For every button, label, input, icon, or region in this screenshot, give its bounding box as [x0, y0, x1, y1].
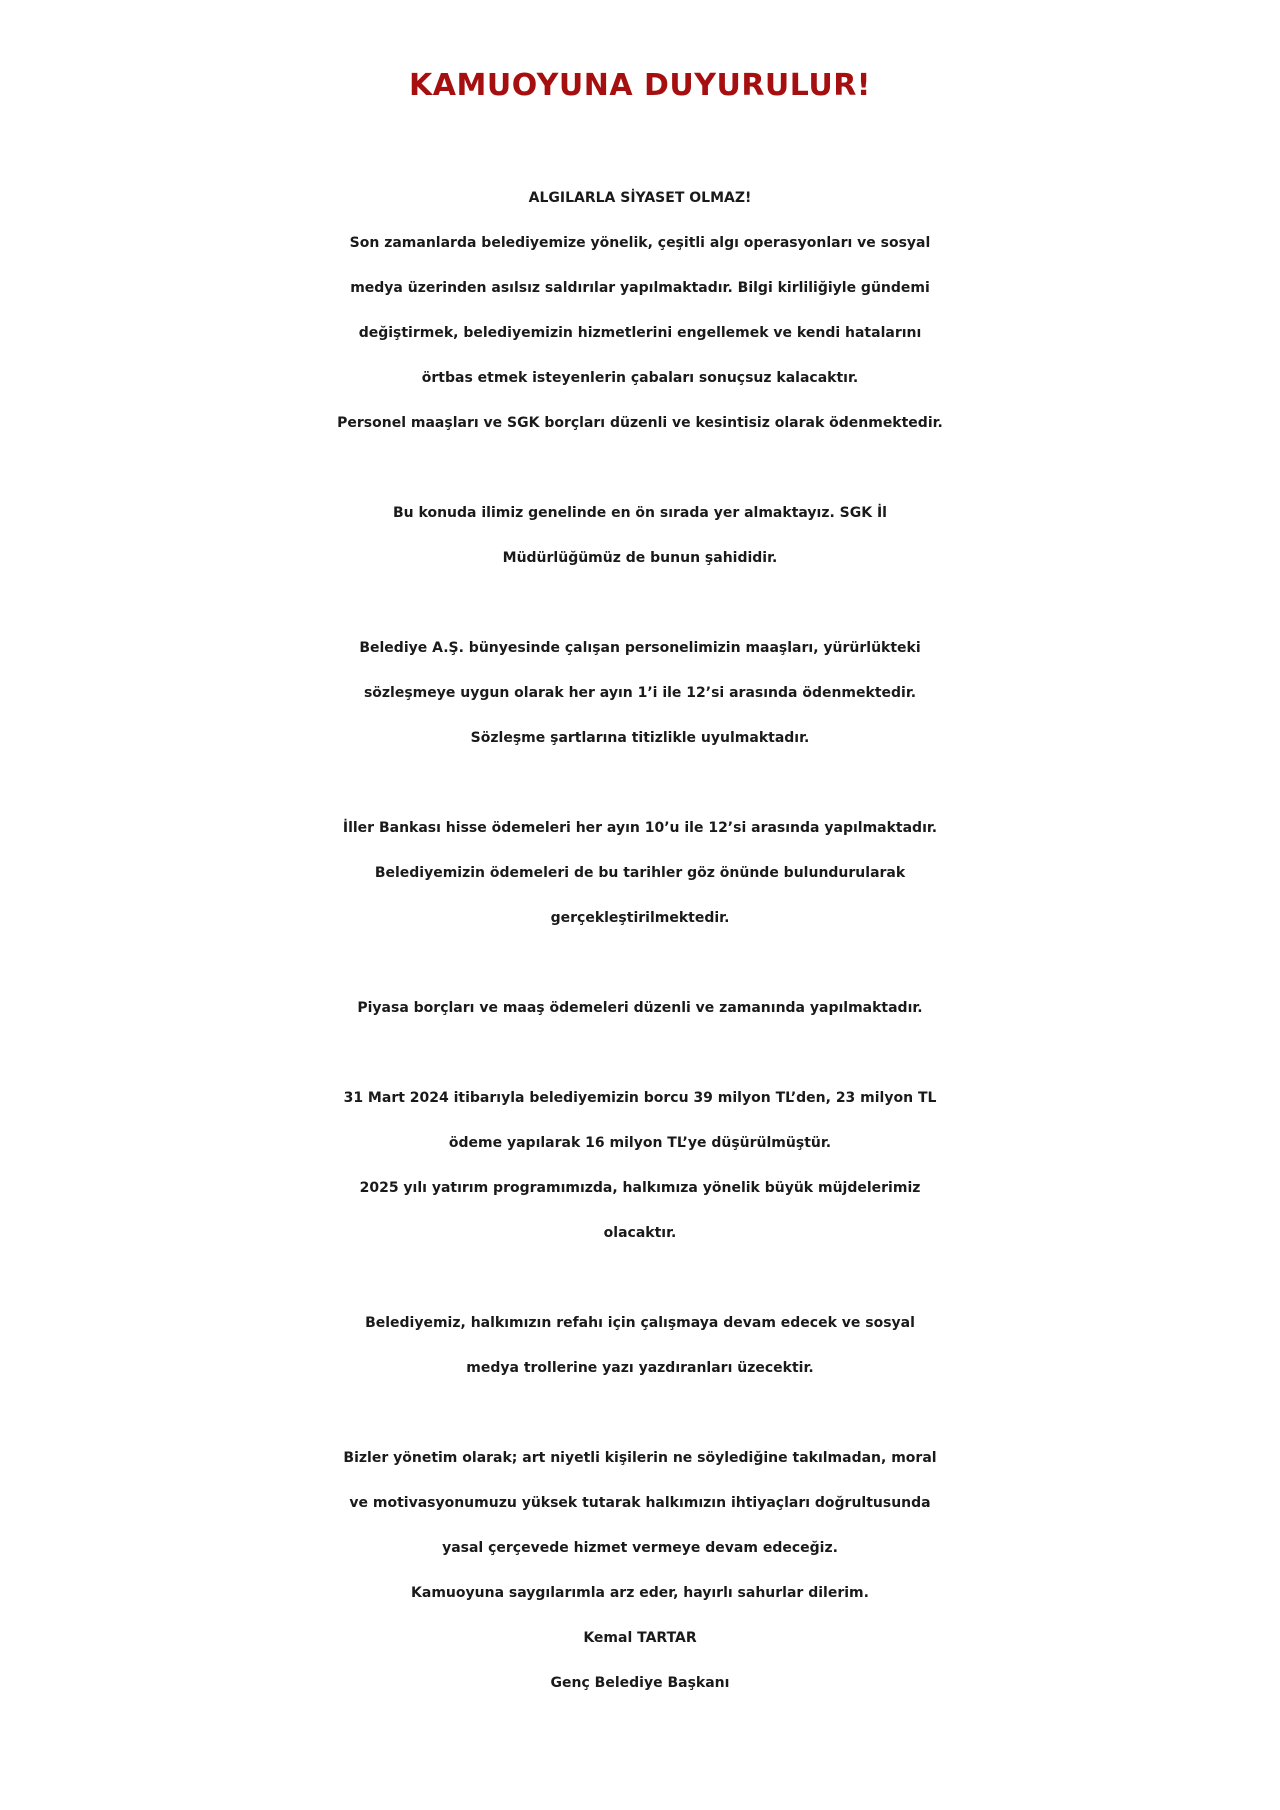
body-line: Müdürlüğümüz de bunun şahididir.	[502, 550, 778, 566]
body-line: Belediyemizin ödemeleri de bu tarihler göz önünde bulundurularak	[374, 865, 906, 881]
body-line: olacaktır.	[603, 1225, 677, 1241]
body-line: 2025 yılı yatırım programımızda, halkımıza yönelik büyük müjdelerimiz	[359, 1180, 921, 1196]
closing-line: Kamuoyuna saygılarımla arz eder, hayırlı sahurlar dilerim.	[411, 1585, 869, 1601]
paragraph-gap	[6, 446, 1274, 491]
body-line: ödeme yapılarak 16 milyon TL’ye düşürülmüştür.	[448, 1135, 832, 1151]
paragraph-gap	[6, 1031, 1274, 1076]
subheading: ALGILARLA SİYASET OLMAZ!	[528, 190, 752, 206]
paragraph-gap	[6, 941, 1274, 986]
paragraph-gap	[6, 1391, 1274, 1436]
body-line: Personel maaşları ve SGK borçları düzenli ve kesintisiz olarak ödenmektedir.	[337, 415, 943, 431]
paragraph-gap	[6, 581, 1274, 626]
body-line: değiştirmek, belediyemizin hizmetlerini engellemek ve kendi hatalarını	[358, 325, 922, 341]
paragraph-gap	[6, 761, 1274, 806]
body-line: Son zamanlarda belediyemize yönelik, çeşitli algı operasyonları ve sosyal	[349, 235, 931, 251]
signatory-title: Genç Belediye Başkanı	[550, 1675, 730, 1691]
body-line: Belediyemiz, halkımızın refahı için çalışmaya devam edecek ve sosyal	[365, 1315, 915, 1331]
body-line: medya trollerine yazı yazdıranları üzecektir.	[466, 1360, 814, 1376]
body-line: 31 Mart 2024 itibarıyla belediyemizin borcu 39 milyon TL’den, 23 milyon TL	[343, 1090, 937, 1106]
body-line: Bu konuda ilimiz genelinde en ön sırada yer almaktayız. SGK İl	[393, 505, 887, 521]
body-line: Sözleşme şartlarına titizlikle uyulmaktadır.	[470, 730, 810, 746]
body-line: Bizler yönetim olarak; art niyetli kişilerin ne söylediğine takılmadan, moral	[343, 1450, 937, 1466]
body-line: yasal çerçevede hizmet vermeye devam edeceğiz.	[442, 1540, 838, 1556]
paragraph-gap	[6, 1256, 1274, 1301]
announcement-body	[0, 176, 1280, 1706]
body-line: ve motivasyonumuzu yüksek tutarak halkımızın ihtiyaçları doğrultusunda	[349, 1495, 931, 1511]
signatory-name: Kemal TARTAR	[583, 1630, 697, 1646]
body-line: İller Bankası hisse ödemeleri her ayın 10’u ile 12’si arasında yapılmaktadır.	[342, 820, 938, 836]
body-line: örtbas etmek isteyenlerin çabaları sonuçsuz kalacaktır.	[421, 370, 859, 386]
body-line: gerçekleştirilmektedir.	[550, 910, 730, 926]
body-line: Piyasa borçları ve maaş ödemeleri düzenli ve zamanında yapılmaktadır.	[357, 1000, 923, 1016]
body-line: medya üzerinden asılsız saldırılar yapılmaktadır. Bilgi kirliliğiyle gündemi	[350, 280, 930, 296]
body-line: sözleşmeye uygun olarak her ayın 1’i ile 12’si arasında ödenmektedir.	[363, 685, 917, 701]
announcement-title: KAMUOYUNA DUYURULUR!	[409, 68, 871, 103]
body-line: Belediye A.Ş. bünyesinde çalışan personelimizin maaşları, yürürlükteki	[359, 640, 921, 656]
